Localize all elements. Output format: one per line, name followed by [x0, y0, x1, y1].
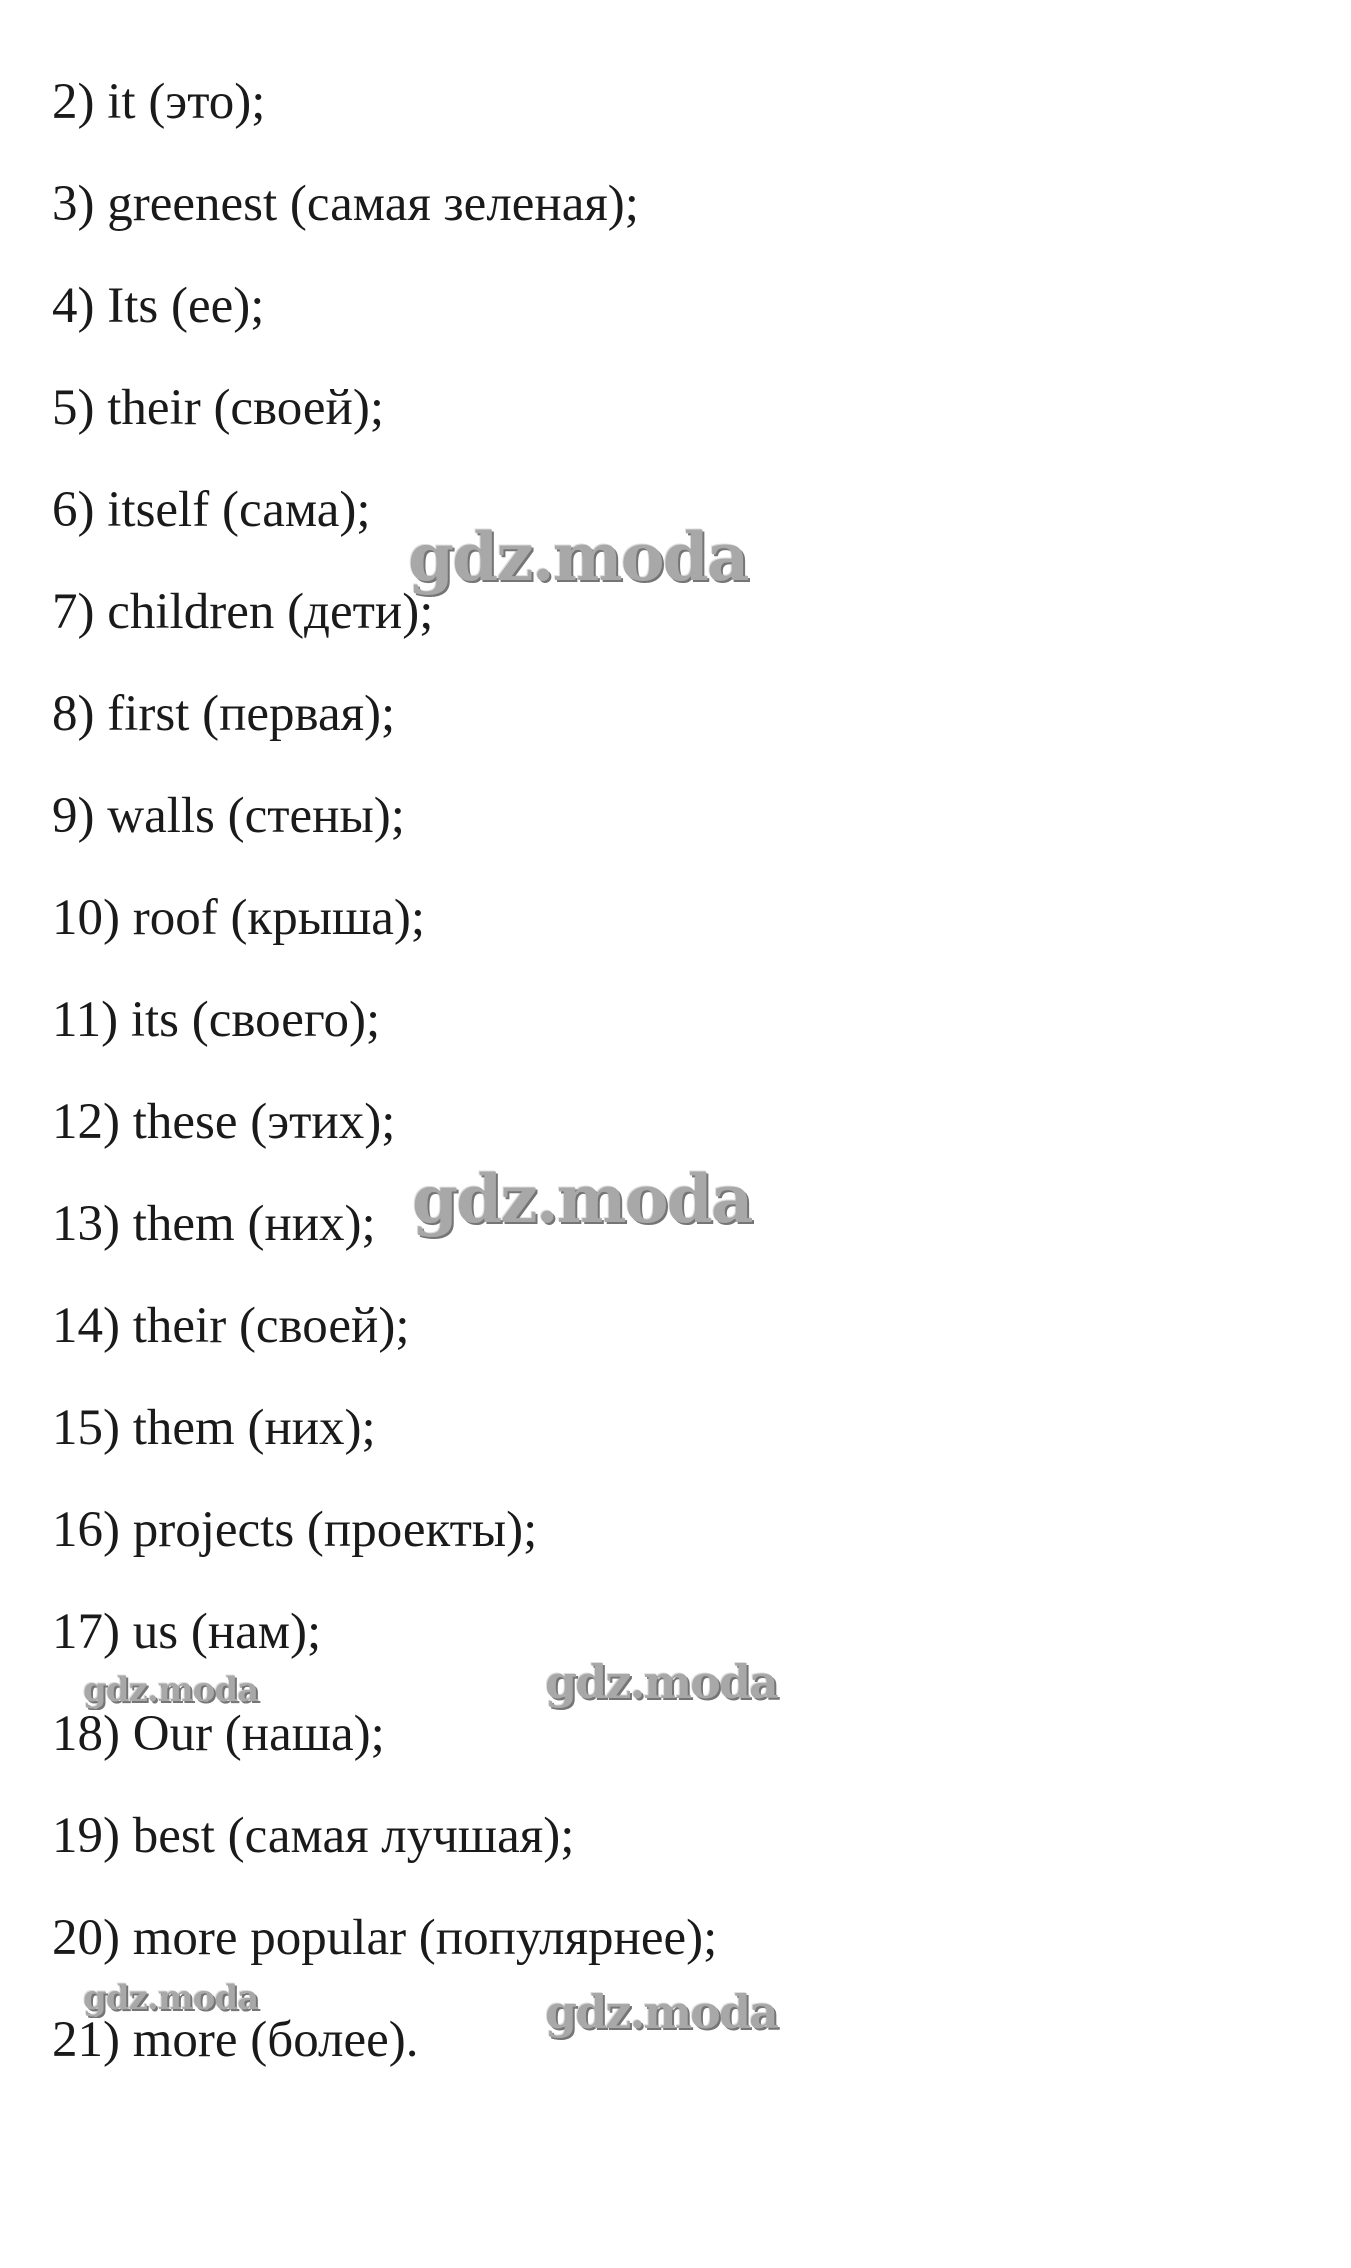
- watermark: gdz.moda: [83, 1978, 259, 2018]
- answer-item-6: 6) itself (сама);: [52, 482, 371, 538]
- answer-item-7: 7) children (дети);: [52, 584, 434, 640]
- answer-item-15: 15) them (них);: [52, 1400, 376, 1456]
- answer-item-5: 5) their (своей);: [52, 380, 384, 436]
- watermark: gdz.moda: [83, 1670, 259, 1710]
- answer-item-3: 3) greenest (самая зеленая);: [52, 176, 639, 232]
- answer-item-21: 21) more (более).: [52, 2012, 419, 2068]
- answer-item-2: 2) it (это);: [52, 74, 266, 130]
- answer-item-14: 14) their (своей);: [52, 1298, 410, 1354]
- answer-item-20: 20) more popular (популярнее);: [52, 1910, 718, 1966]
- answer-item-18: 18) Our (наша);: [52, 1706, 385, 1762]
- answer-item-19: 19) best (самая лучшая);: [52, 1808, 575, 1864]
- answer-item-17: 17) us (нам);: [52, 1604, 322, 1660]
- answer-item-11: 11) its (своего);: [52, 992, 381, 1048]
- answer-item-10: 10) roof (крыша);: [52, 890, 426, 946]
- answer-item-12: 12) these (этих);: [52, 1094, 396, 1150]
- watermark: gdz.moda: [545, 1655, 777, 1709]
- watermark: gdz.moda: [408, 518, 748, 596]
- answer-item-8: 8) first (первая);: [52, 686, 396, 742]
- answer-list: [52, 72, 717, 2112]
- answer-item-13: 13) them (них);: [52, 1196, 376, 1252]
- watermark: gdz.moda: [412, 1160, 752, 1238]
- answer-item-4: 4) Its (ее);: [52, 278, 265, 334]
- watermark: gdz.moda: [545, 1985, 777, 2039]
- answer-item-16: 16) projects (проекты);: [52, 1502, 538, 1558]
- answer-item-9: 9) walls (стены);: [52, 788, 405, 844]
